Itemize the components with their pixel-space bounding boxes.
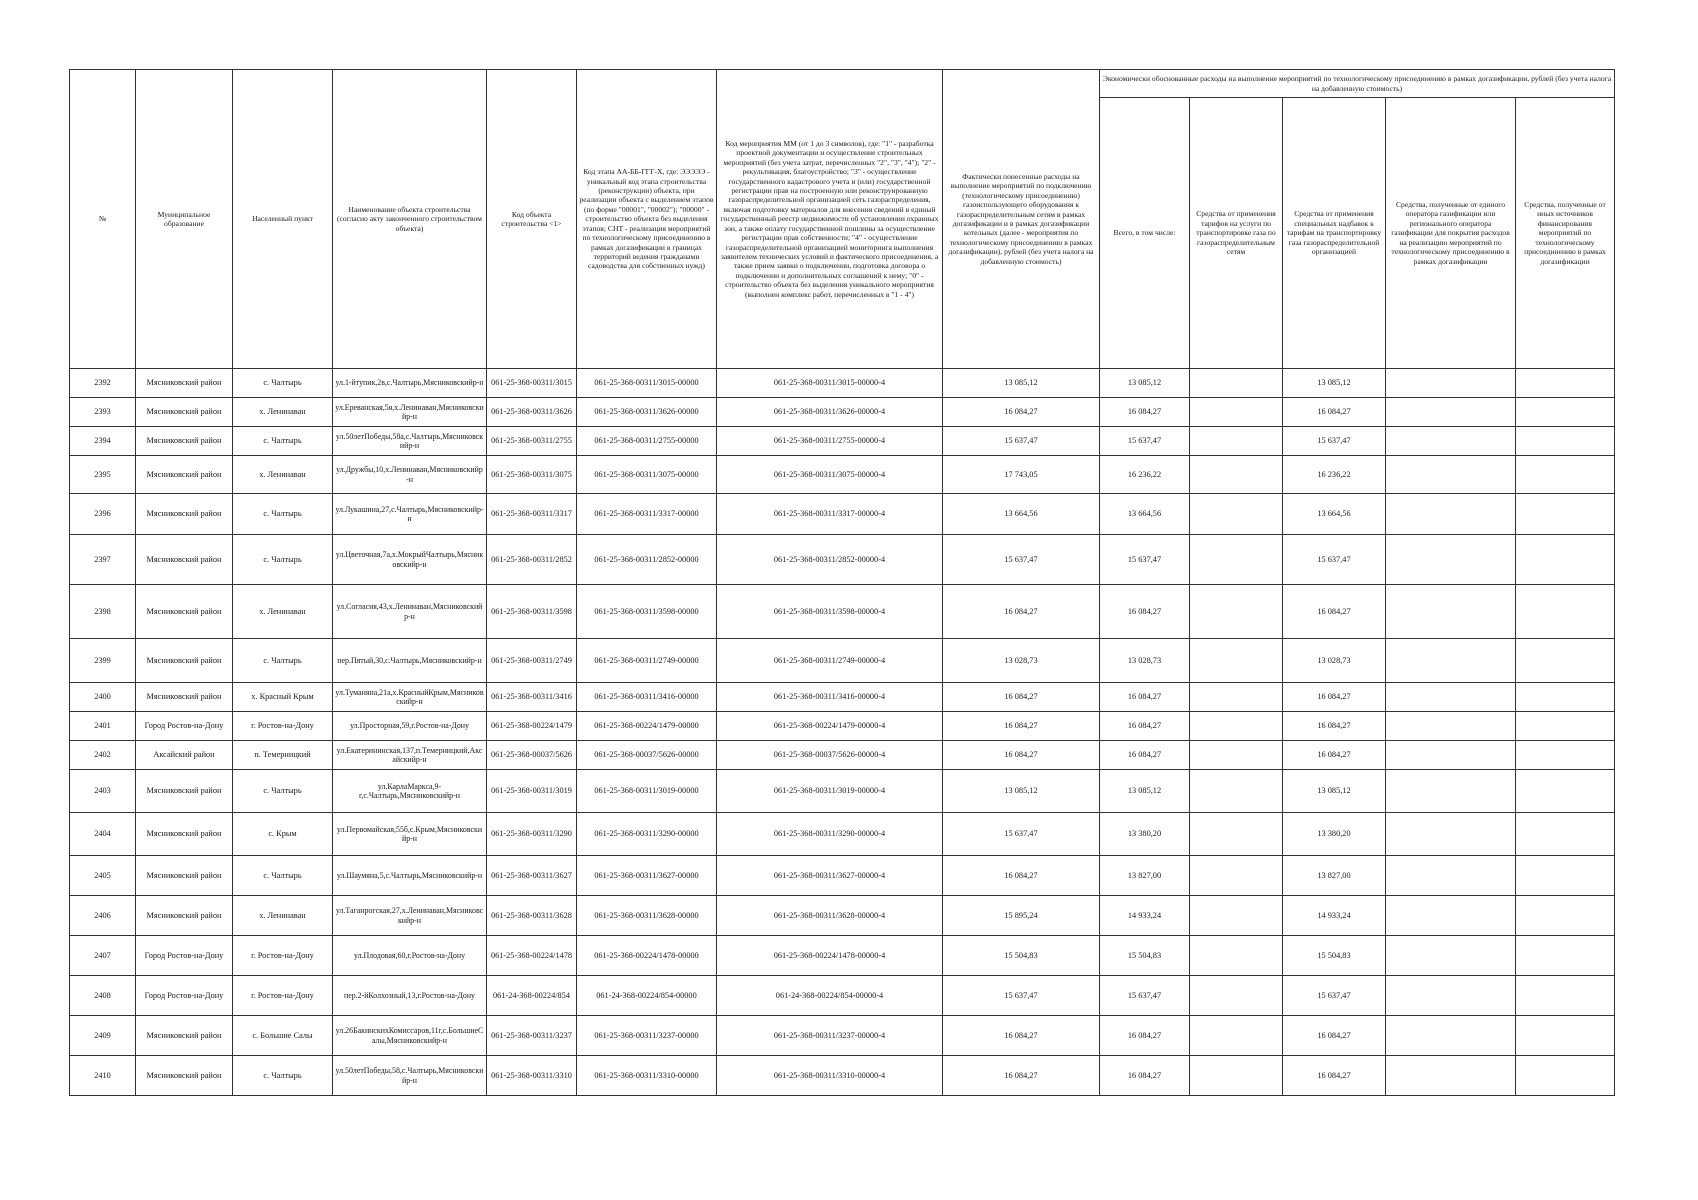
cell-stage-code: 061-25-368-00311/3627-00000 (577, 856, 717, 896)
cell-settlement: с. Чалтырь (233, 1056, 333, 1096)
cell-stage-code: 061-25-368-00311/3290-00000 (577, 813, 717, 856)
cell-row-number: 2393 (70, 398, 136, 427)
cell-settlement: п. Темерницкий (233, 741, 333, 770)
cell-event-code: 061-25-368-00311/2749-00000-4 (717, 639, 943, 683)
cell-other-funds (1516, 585, 1615, 639)
cell-event-code: 061-25-368-00311/3317-00000-4 (717, 494, 943, 535)
cell-total-costs: 15 637,47 (1100, 535, 1190, 585)
table-row (70, 369, 1615, 398)
cell-row-number: 2397 (70, 535, 136, 585)
cell-object-code: 061-25-368-00311/3015 (487, 369, 577, 398)
cell-markup-funds: 16 084,27 (1283, 585, 1386, 639)
cell-other-funds (1516, 683, 1615, 712)
cell-object-name: пер.2-йКолхозный,13,г.Ростов-на-Дону (333, 976, 487, 1016)
cell-stage-code: 061-25-368-00311/3237-00000 (577, 1016, 717, 1056)
cell-actual-costs: 15 637,47 (943, 427, 1100, 456)
cell-tariff-funds (1190, 976, 1283, 1016)
cell-event-code: 061-25-368-00037/5626-00000-4 (717, 741, 943, 770)
cell-object-code: 061-25-368-00037/5626 (487, 741, 577, 770)
cell-event-code: 061-25-368-00224/1479-00000-4 (717, 712, 943, 741)
cell-municipality: Мясниковский район (136, 683, 233, 712)
cell-row-number: 2406 (70, 896, 136, 936)
cell-other-funds (1516, 712, 1615, 741)
cell-stage-code: 061-25-368-00311/3628-00000 (577, 896, 717, 936)
cell-other-funds (1516, 813, 1615, 856)
cell-object-code: 061-25-368-00311/3075 (487, 456, 577, 494)
cell-object-name: ул.Просторная,59,г.Ростов-на-Дону (333, 712, 487, 741)
cell-object-code: 061-25-368-00311/2755 (487, 427, 577, 456)
cell-markup-funds: 14 933,24 (1283, 896, 1386, 936)
cell-actual-costs: 16 084,27 (943, 712, 1100, 741)
cell-settlement: с. Чалтырь (233, 427, 333, 456)
cell-municipality: Город Ростов-на-Дону (136, 936, 233, 976)
cell-stage-code: 061-25-368-00311/3019-00000 (577, 770, 717, 813)
cell-tariff-funds (1190, 770, 1283, 813)
cell-other-funds (1516, 427, 1615, 456)
cell-markup-funds: 13 380,20 (1283, 813, 1386, 856)
cell-tariff-funds (1190, 427, 1283, 456)
cell-total-costs: 16 084,27 (1100, 1056, 1190, 1096)
cell-operator-funds (1386, 398, 1516, 427)
header-tariffs: Средства от применения тарифов на услуги по транспортировке газа по газораспределительным сетям (1190, 98, 1283, 369)
cell-tariff-funds (1190, 1016, 1283, 1056)
cell-tariff-funds (1190, 1056, 1283, 1096)
costs-table (69, 69, 1615, 1096)
cell-markup-funds: 16 084,27 (1283, 741, 1386, 770)
cell-object-code: 061-25-368-00224/1479 (487, 712, 577, 741)
cell-operator-funds (1386, 976, 1516, 1016)
cell-actual-costs: 17 743,05 (943, 456, 1100, 494)
cell-row-number: 2402 (70, 741, 136, 770)
cell-event-code: 061-24-368-00224/854-00000-4 (717, 976, 943, 1016)
cell-actual-costs: 15 637,47 (943, 535, 1100, 585)
header-operator: Средства, полученные от единого оператора газификации или регионального оператора газификации для покрытия расходов на реализацию мероприятий по технологическому присоединению в рамках догазификации (1386, 98, 1516, 369)
cell-actual-costs: 13 085,12 (943, 770, 1100, 813)
cell-municipality: Мясниковский район (136, 770, 233, 813)
cell-actual-costs: 16 084,27 (943, 1056, 1100, 1096)
cell-other-funds (1516, 856, 1615, 896)
cell-object-code: 061-25-368-00311/3626 (487, 398, 577, 427)
cell-object-code: 061-25-368-00311/3627 (487, 856, 577, 896)
table-row (70, 1056, 1615, 1096)
cell-operator-funds (1386, 369, 1516, 398)
cell-other-funds (1516, 535, 1615, 585)
cell-actual-costs: 13 028,73 (943, 639, 1100, 683)
cell-object-name: ул.50летПобеды,58а,с.Чалтырь,Мясниковскийр-н (333, 427, 487, 456)
cell-markup-funds: 16 084,27 (1283, 712, 1386, 741)
cell-other-funds (1516, 639, 1615, 683)
cell-object-name: ул.Ереванская,5я,х.Ленинаван,Мясниковскийр-н (333, 398, 487, 427)
cell-stage-code: 061-25-368-00311/3075-00000 (577, 456, 717, 494)
cell-object-name: ул.Туманяна,21а,х.КрасныйКрым,Мясниковскийр-н (333, 683, 487, 712)
cell-markup-funds: 13 827,00 (1283, 856, 1386, 896)
cell-markup-funds: 13 028,73 (1283, 639, 1386, 683)
cell-row-number: 2403 (70, 770, 136, 813)
cell-total-costs: 15 637,47 (1100, 427, 1190, 456)
cell-actual-costs: 13 664,56 (943, 494, 1100, 535)
table-row (70, 683, 1615, 712)
header-economic-group: Экономически обоснованные расходы на выполнение мероприятий по технологическому присоединению в рамках догазификации, рублей (без учета налога на добавленную стоимость) (1100, 70, 1615, 98)
cell-total-costs: 16 084,27 (1100, 683, 1190, 712)
cell-row-number: 2396 (70, 494, 136, 535)
cell-row-number: 2398 (70, 585, 136, 639)
cell-settlement: с. Чалтырь (233, 770, 333, 813)
table-row (70, 535, 1615, 585)
cell-actual-costs: 16 084,27 (943, 1016, 1100, 1056)
cell-municipality: Мясниковский район (136, 1056, 233, 1096)
cell-municipality: Город Ростов-на-Дону (136, 712, 233, 741)
cell-municipality: Мясниковский район (136, 398, 233, 427)
cell-stage-code: 061-24-368-00224/854-00000 (577, 976, 717, 1016)
table-row (70, 712, 1615, 741)
cell-event-code: 061-25-368-00311/3310-00000-4 (717, 1056, 943, 1096)
cell-operator-funds (1386, 427, 1516, 456)
document-sheet (69, 69, 1614, 1096)
cell-tariff-funds (1190, 456, 1283, 494)
cell-stage-code: 061-25-368-00311/3310-00000 (577, 1056, 717, 1096)
cell-object-code: 061-25-368-00311/3628 (487, 896, 577, 936)
cell-markup-funds: 16 084,27 (1283, 1056, 1386, 1096)
cell-total-costs: 16 084,27 (1100, 585, 1190, 639)
header-no: № (70, 70, 136, 369)
cell-object-name: ул.КарлаМаркса,9-г,с.Чалтырь,Мясниковскийр-н (333, 770, 487, 813)
cell-object-code: 061-25-368-00224/1478 (487, 936, 577, 976)
cell-tariff-funds (1190, 936, 1283, 976)
cell-operator-funds (1386, 535, 1516, 585)
cell-operator-funds (1386, 813, 1516, 856)
cell-markup-funds: 15 637,47 (1283, 427, 1386, 456)
cell-other-funds (1516, 936, 1615, 976)
cell-tariff-funds (1190, 741, 1283, 770)
cell-object-name: ул.Первомайская,55б,с.Крым,Мясниковскийр-н (333, 813, 487, 856)
cell-object-name: ул.1-йтупик,2в,с.Чалтырь,Мясниковскийр-н (333, 369, 487, 398)
cell-stage-code: 061-25-368-00311/3626-00000 (577, 398, 717, 427)
cell-operator-funds (1386, 712, 1516, 741)
cell-stage-code: 061-25-368-00311/3015-00000 (577, 369, 717, 398)
cell-object-code: 061-25-368-00311/3019 (487, 770, 577, 813)
cell-markup-funds: 13 085,12 (1283, 770, 1386, 813)
cell-municipality: Мясниковский район (136, 1016, 233, 1056)
cell-total-costs: 15 504,83 (1100, 936, 1190, 976)
cell-other-funds (1516, 741, 1615, 770)
cell-object-name: ул.Плодовая,60,г.Ростов-на-Дону (333, 936, 487, 976)
table-row (70, 494, 1615, 535)
cell-municipality: Мясниковский район (136, 856, 233, 896)
cell-settlement: г. Ростов-на-Дону (233, 936, 333, 976)
table-row (70, 1016, 1615, 1056)
table-row (70, 856, 1615, 896)
cell-operator-funds (1386, 856, 1516, 896)
cell-stage-code: 061-25-368-00311/2749-00000 (577, 639, 717, 683)
cell-row-number: 2394 (70, 427, 136, 456)
cell-event-code: 061-25-368-00311/3237-00000-4 (717, 1016, 943, 1056)
cell-actual-costs: 16 084,27 (943, 741, 1100, 770)
cell-markup-funds: 13 085,12 (1283, 369, 1386, 398)
cell-municipality: Мясниковский район (136, 813, 233, 856)
cell-tariff-funds (1190, 683, 1283, 712)
cell-tariff-funds (1190, 369, 1283, 398)
cell-operator-funds (1386, 494, 1516, 535)
cell-event-code: 061-25-368-00311/3075-00000-4 (717, 456, 943, 494)
cell-other-funds (1516, 770, 1615, 813)
cell-object-name: ул.Шаумяна,5,с.Чалтырь,Мясниковскийр-н (333, 856, 487, 896)
table-body (70, 369, 1615, 1096)
cell-row-number: 2408 (70, 976, 136, 1016)
cell-markup-funds: 16 084,27 (1283, 1016, 1386, 1056)
cell-row-number: 2400 (70, 683, 136, 712)
cell-object-code: 061-25-368-00311/3317 (487, 494, 577, 535)
cell-other-funds (1516, 494, 1615, 535)
cell-operator-funds (1386, 456, 1516, 494)
cell-row-number: 2410 (70, 1056, 136, 1096)
cell-event-code: 061-25-368-00311/3015-00000-4 (717, 369, 943, 398)
cell-object-name: ул.Таганрогская,27,х.Ленинаван,Мясниковскийр-н (333, 896, 487, 936)
cell-tariff-funds (1190, 813, 1283, 856)
cell-row-number: 2404 (70, 813, 136, 856)
cell-stage-code: 061-25-368-00224/1479-00000 (577, 712, 717, 741)
cell-settlement: с. Чалтырь (233, 639, 333, 683)
header-other-sources: Средства, полученные от иных источников финансирования мероприятий по технологическому присоединению в рамках догазификации (1516, 98, 1615, 369)
cell-operator-funds (1386, 896, 1516, 936)
cell-total-costs: 13 380,20 (1100, 813, 1190, 856)
cell-row-number: 2395 (70, 456, 136, 494)
cell-operator-funds (1386, 1056, 1516, 1096)
table-row (70, 398, 1615, 427)
cell-row-number: 2399 (70, 639, 136, 683)
cell-municipality: Мясниковский район (136, 494, 233, 535)
cell-settlement: с. Чалтырь (233, 535, 333, 585)
cell-tariff-funds (1190, 712, 1283, 741)
cell-municipality: Аксайский район (136, 741, 233, 770)
cell-stage-code: 061-25-368-00311/3416-00000 (577, 683, 717, 712)
cell-event-code: 061-25-368-00311/3019-00000-4 (717, 770, 943, 813)
header-actual-costs: Фактически понесенные расходы на выполнение мероприятий по подключению (технологическому присоединению) газоиспользующего оборудования к газораспределительным сетям в рамках догазификации и в рамках догазификации котельных (далее - мероприятия по технологическому присоединению в рамках догазификации), рублей (без учета налога на добавленную стоимость) (943, 70, 1100, 369)
cell-row-number: 2401 (70, 712, 136, 741)
cell-total-costs: 13 827,00 (1100, 856, 1190, 896)
header-total: Всего, в том числе: (1100, 98, 1190, 369)
cell-object-code: 061-24-368-00224/854 (487, 976, 577, 1016)
cell-tariff-funds (1190, 856, 1283, 896)
cell-object-name: ул.26БакинскихКомиссаров,11г,с.БольшиеСалы,Мясниковскийр-н (333, 1016, 487, 1056)
cell-object-name: пер.Пятый,30,с.Чалтырь,Мясниковскийр-н (333, 639, 487, 683)
cell-object-code: 061-25-368-00311/3290 (487, 813, 577, 856)
cell-other-funds (1516, 1016, 1615, 1056)
cell-settlement: с. Крым (233, 813, 333, 856)
cell-event-code: 061-25-368-00311/3290-00000-4 (717, 813, 943, 856)
cell-other-funds (1516, 369, 1615, 398)
cell-actual-costs: 15 895,24 (943, 896, 1100, 936)
cell-object-code: 061-25-368-00311/2749 (487, 639, 577, 683)
cell-row-number: 2405 (70, 856, 136, 896)
cell-municipality: Город Ростов-на-Дону (136, 976, 233, 1016)
cell-settlement: с. Большие Салы (233, 1016, 333, 1056)
table-row (70, 585, 1615, 639)
cell-settlement: с. Чалтырь (233, 856, 333, 896)
cell-tariff-funds (1190, 896, 1283, 936)
header-markups: Средства от применения специальных надбавок к тарифам на транспортировку газа газораспределительной организацией (1283, 98, 1386, 369)
cell-markup-funds: 15 504,83 (1283, 936, 1386, 976)
cell-tariff-funds (1190, 398, 1283, 427)
cell-other-funds (1516, 1056, 1615, 1096)
cell-tariff-funds (1190, 494, 1283, 535)
cell-municipality: Мясниковский район (136, 585, 233, 639)
cell-markup-funds: 13 664,56 (1283, 494, 1386, 535)
cell-event-code: 061-25-368-00311/3627-00000-4 (717, 856, 943, 896)
cell-settlement: г. Ростов-на-Дону (233, 976, 333, 1016)
cell-row-number: 2409 (70, 1016, 136, 1056)
cell-event-code: 061-25-368-00311/2755-00000-4 (717, 427, 943, 456)
cell-object-code: 061-25-368-00311/3598 (487, 585, 577, 639)
cell-actual-costs: 15 504,83 (943, 936, 1100, 976)
cell-settlement: х. Ленинаван (233, 896, 333, 936)
table-row (70, 639, 1615, 683)
table-row (70, 936, 1615, 976)
cell-operator-funds (1386, 585, 1516, 639)
cell-row-number: 2407 (70, 936, 136, 976)
table-header (70, 70, 1615, 369)
cell-actual-costs: 13 085,12 (943, 369, 1100, 398)
cell-total-costs: 16 236,22 (1100, 456, 1190, 494)
cell-event-code: 061-25-368-00311/3598-00000-4 (717, 585, 943, 639)
cell-operator-funds (1386, 770, 1516, 813)
table-row (70, 456, 1615, 494)
cell-stage-code: 061-25-368-00311/2755-00000 (577, 427, 717, 456)
cell-object-name: ул.Лукашина,27,с.Чалтырь,Мясниковскийр-н (333, 494, 487, 535)
cell-object-name: ул.Согласия,43,х.Ленинаван,Мясниковскийр-н (333, 585, 487, 639)
table-row (70, 896, 1615, 936)
cell-actual-costs: 16 084,27 (943, 585, 1100, 639)
cell-stage-code: 061-25-368-00311/3317-00000 (577, 494, 717, 535)
cell-markup-funds: 16 236,22 (1283, 456, 1386, 494)
cell-event-code: 061-25-368-00311/3416-00000-4 (717, 683, 943, 712)
header-municipality: Муниципальное образование (136, 70, 233, 369)
cell-operator-funds (1386, 639, 1516, 683)
cell-municipality: Мясниковский район (136, 456, 233, 494)
cell-settlement: х. Ленинаван (233, 456, 333, 494)
cell-total-costs: 16 084,27 (1100, 1016, 1190, 1056)
table-row (70, 770, 1615, 813)
cell-object-code: 061-25-368-00311/3237 (487, 1016, 577, 1056)
cell-event-code: 061-25-368-00311/3628-00000-4 (717, 896, 943, 936)
cell-other-funds (1516, 896, 1615, 936)
table-row (70, 813, 1615, 856)
cell-total-costs: 16 084,27 (1100, 712, 1190, 741)
cell-event-code: 061-25-368-00311/3626-00000-4 (717, 398, 943, 427)
cell-municipality: Мясниковский район (136, 369, 233, 398)
cell-actual-costs: 15 637,47 (943, 976, 1100, 1016)
cell-total-costs: 13 085,12 (1100, 770, 1190, 813)
cell-stage-code: 061-25-368-00311/3598-00000 (577, 585, 717, 639)
header-settlement: Населенный пункт (233, 70, 333, 369)
cell-object-code: 061-25-368-00311/3310 (487, 1056, 577, 1096)
cell-actual-costs: 16 084,27 (943, 683, 1100, 712)
cell-markup-funds: 15 637,47 (1283, 976, 1386, 1016)
cell-total-costs: 16 084,27 (1100, 741, 1190, 770)
cell-operator-funds (1386, 936, 1516, 976)
cell-tariff-funds (1190, 585, 1283, 639)
cell-settlement: х. Красный Крым (233, 683, 333, 712)
table-row (70, 741, 1615, 770)
cell-other-funds (1516, 976, 1615, 1016)
cell-operator-funds (1386, 683, 1516, 712)
cell-tariff-funds (1190, 535, 1283, 585)
cell-operator-funds (1386, 1016, 1516, 1056)
cell-settlement: х. Ленинаван (233, 398, 333, 427)
header-event-code: Код мероприятия ММ (от 1 до 3 символов), где: "1" - разработка проектной документации и осуществление строительных мероприятий (без учета затрат, перечисленных "2", "3", "4"); "2" - рекультивация, благоустройство; "3" - осуществление государственного кадастрового учета и (или) государственной регистрации прав на построенную или реконструированную газораспределительной организацией сеть газораспределения, включая подготовку материалов для внесения сведений в единый государственный реестр недвижимости об установлении охранных зон, а также оплату государственной пошлины за осуществление регистрации прав собственности; "4" - осуществление газораспределительной организацией мониторинга выполнения заявителем технических условий и фактического присоединения, а также прием заявки о подключении, подготовка договора о подключении и дополнительных соглашений к нему; "0" - строительство объекта без выделения уникального мероприятия (выполнен комплекс работ, перечисленных в "1 - 4") (717, 70, 943, 369)
cell-actual-costs: 16 084,27 (943, 398, 1100, 427)
cell-markup-funds: 15 637,47 (1283, 535, 1386, 585)
cell-stage-code: 061-25-368-00311/2852-00000 (577, 535, 717, 585)
cell-actual-costs: 15 637,47 (943, 813, 1100, 856)
cell-object-code: 061-25-368-00311/2852 (487, 535, 577, 585)
cell-object-code: 061-25-368-00311/3416 (487, 683, 577, 712)
cell-total-costs: 14 933,24 (1100, 896, 1190, 936)
header-stage-code: Код этапа АА-ББ-ГГГ-Х, где: ЭЭЭЭЭ - уникальный код этапа строительства (реконструкции) объекта, при реализации объекта с выделением этапов (по форме "00001", "00002"); "00000" - строительство объекта без выделения этапов; СНТ - реализация мероприятий по технологическому присоединению в рамках догазификации в границах территорий ведения гражданами садоводства для собственных нужд) (577, 70, 717, 369)
table-row (70, 427, 1615, 456)
cell-total-costs: 13 085,12 (1100, 369, 1190, 398)
cell-object-name: ул.Дружбы,10,х.Ленинаван,Мясниковскийр-н (333, 456, 487, 494)
cell-stage-code: 061-25-368-00037/5626-00000 (577, 741, 717, 770)
cell-total-costs: 15 637,47 (1100, 976, 1190, 1016)
cell-markup-funds: 16 084,27 (1283, 398, 1386, 427)
header-object-code: Код объекта строительства <1> (487, 70, 577, 369)
cell-object-name: ул.Цветочная,7а,х.МокрыйЧалтырь,Мясниковскийр-н (333, 535, 487, 585)
cell-municipality: Мясниковский район (136, 639, 233, 683)
cell-tariff-funds (1190, 639, 1283, 683)
cell-operator-funds (1386, 741, 1516, 770)
cell-municipality: Мясниковский район (136, 427, 233, 456)
header-object-name: Наименование объекта строительства (согласно акту законченного строительством объекта) (333, 70, 487, 369)
cell-total-costs: 13 028,73 (1100, 639, 1190, 683)
cell-actual-costs: 16 084,27 (943, 856, 1100, 896)
cell-municipality: Мясниковский район (136, 535, 233, 585)
cell-total-costs: 16 084,27 (1100, 398, 1190, 427)
cell-settlement: х. Ленинаван (233, 585, 333, 639)
cell-object-name: ул.Екатерининская,137,п.Темерницкий,Аксайскийр-н (333, 741, 487, 770)
cell-markup-funds: 16 084,27 (1283, 683, 1386, 712)
table-row (70, 976, 1615, 1016)
cell-settlement: с. Чалтырь (233, 494, 333, 535)
cell-stage-code: 061-25-368-00224/1478-00000 (577, 936, 717, 976)
cell-object-name: ул.50летПобеды,58,с.Чалтырь,Мясниковскийр-н (333, 1056, 487, 1096)
cell-municipality: Мясниковский район (136, 896, 233, 936)
cell-settlement: с. Чалтырь (233, 369, 333, 398)
cell-event-code: 061-25-368-00311/2852-00000-4 (717, 535, 943, 585)
cell-event-code: 061-25-368-00224/1478-00000-4 (717, 936, 943, 976)
cell-total-costs: 13 664,56 (1100, 494, 1190, 535)
cell-row-number: 2392 (70, 369, 136, 398)
cell-settlement: г. Ростов-на-Дону (233, 712, 333, 741)
cell-other-funds (1516, 398, 1615, 427)
cell-other-funds (1516, 456, 1615, 494)
